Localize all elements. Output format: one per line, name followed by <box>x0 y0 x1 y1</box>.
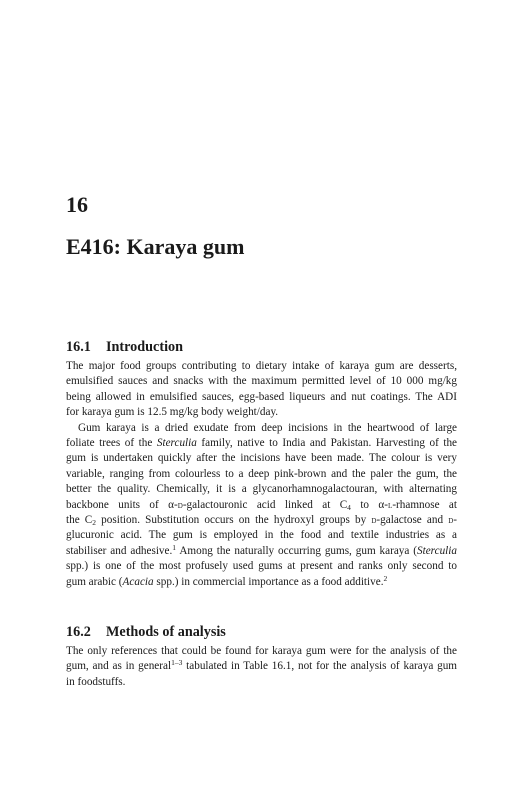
section-title: Methods of analysis <box>106 624 226 640</box>
text-line: being allowed in emulsified sauces, egg-based liqueurs and nut coatings. The ADI <box>66 390 457 403</box>
citation: 1–3 <box>171 658 183 668</box>
text-line: foliate trees of the Sterculia family, native to India and Pakistan. Harvesting of the <box>66 436 458 449</box>
text-line: The only references that could be found for karaya gum were for the analysis of the <box>66 645 457 657</box>
text-line: in foodstuffs. <box>66 675 126 688</box>
citation: 1 <box>172 542 177 552</box>
section-number: 16.1 <box>66 339 91 355</box>
genus-name: Sterculia <box>156 436 197 449</box>
text-line: emulsified sauces and snacks with the maximum permitted level of 10 000 mg/kg <box>66 375 457 388</box>
section-title: Introduction <box>106 339 183 355</box>
text-line: stabiliser and adhesive.$^1$ Among the naturally occurring gums, gum karaya (Sterculia <box>66 542 457 557</box>
text-line: better the quality. Chemically, it is a glycanorhamnogalactouran, with alternating <box>66 483 457 496</box>
section-heading-introduction <box>66 338 183 356</box>
text-line: for karaya gum is 12.5 mg/kg body weight/day. <box>66 406 279 419</box>
text-line: The major food groups contributing to dietary intake of karaya gum are desserts, <box>66 360 457 372</box>
text-line: gum, and as in general$^{1-3}$ tabulated in Table 16.1, not for the analysis of karaya gum <box>66 658 457 673</box>
text-line: the $C_2$ position. Substitution occurs on the hydroxyl groups by d-galactose and d- <box>66 513 458 527</box>
text-line: backbone units of α-d-galactouronic acid linked at $C_4$ to α-l-rhamnose at <box>66 498 458 512</box>
chapter-title: E416: Karaya gum <box>66 234 245 259</box>
paragraph-intro-2 <box>66 421 457 590</box>
section-number: 16.2 <box>66 624 91 640</box>
section-heading-methods <box>66 623 226 641</box>
paragraph-methods <box>66 644 457 690</box>
text-line: variable, ranging from colourless to a deep pink-brown and the paler the gum, the <box>66 467 457 480</box>
chapter-number: 16 <box>66 192 88 217</box>
text-line: gum is undertaken quickly after the incisions have been made. The colour is very <box>66 452 457 465</box>
genus-name: Acacia <box>122 575 154 588</box>
genus-name: Sterculia <box>417 544 457 557</box>
text-line: spp.) is one of the most profusely used gums at present and ranks only second to <box>66 560 457 573</box>
text-line: Gum karaya is a dried exudate from deep incisions in the heartwood of large <box>78 421 457 434</box>
citation: 2 <box>383 573 388 583</box>
text-line: gum arabic (Acacia spp.) in commercial importance as a food additive.$^2$ <box>66 573 388 588</box>
text-line: glucuronic acid. The gum is employed in the food and textile industries as a <box>66 529 457 542</box>
paragraph-intro-1 <box>66 359 457 421</box>
